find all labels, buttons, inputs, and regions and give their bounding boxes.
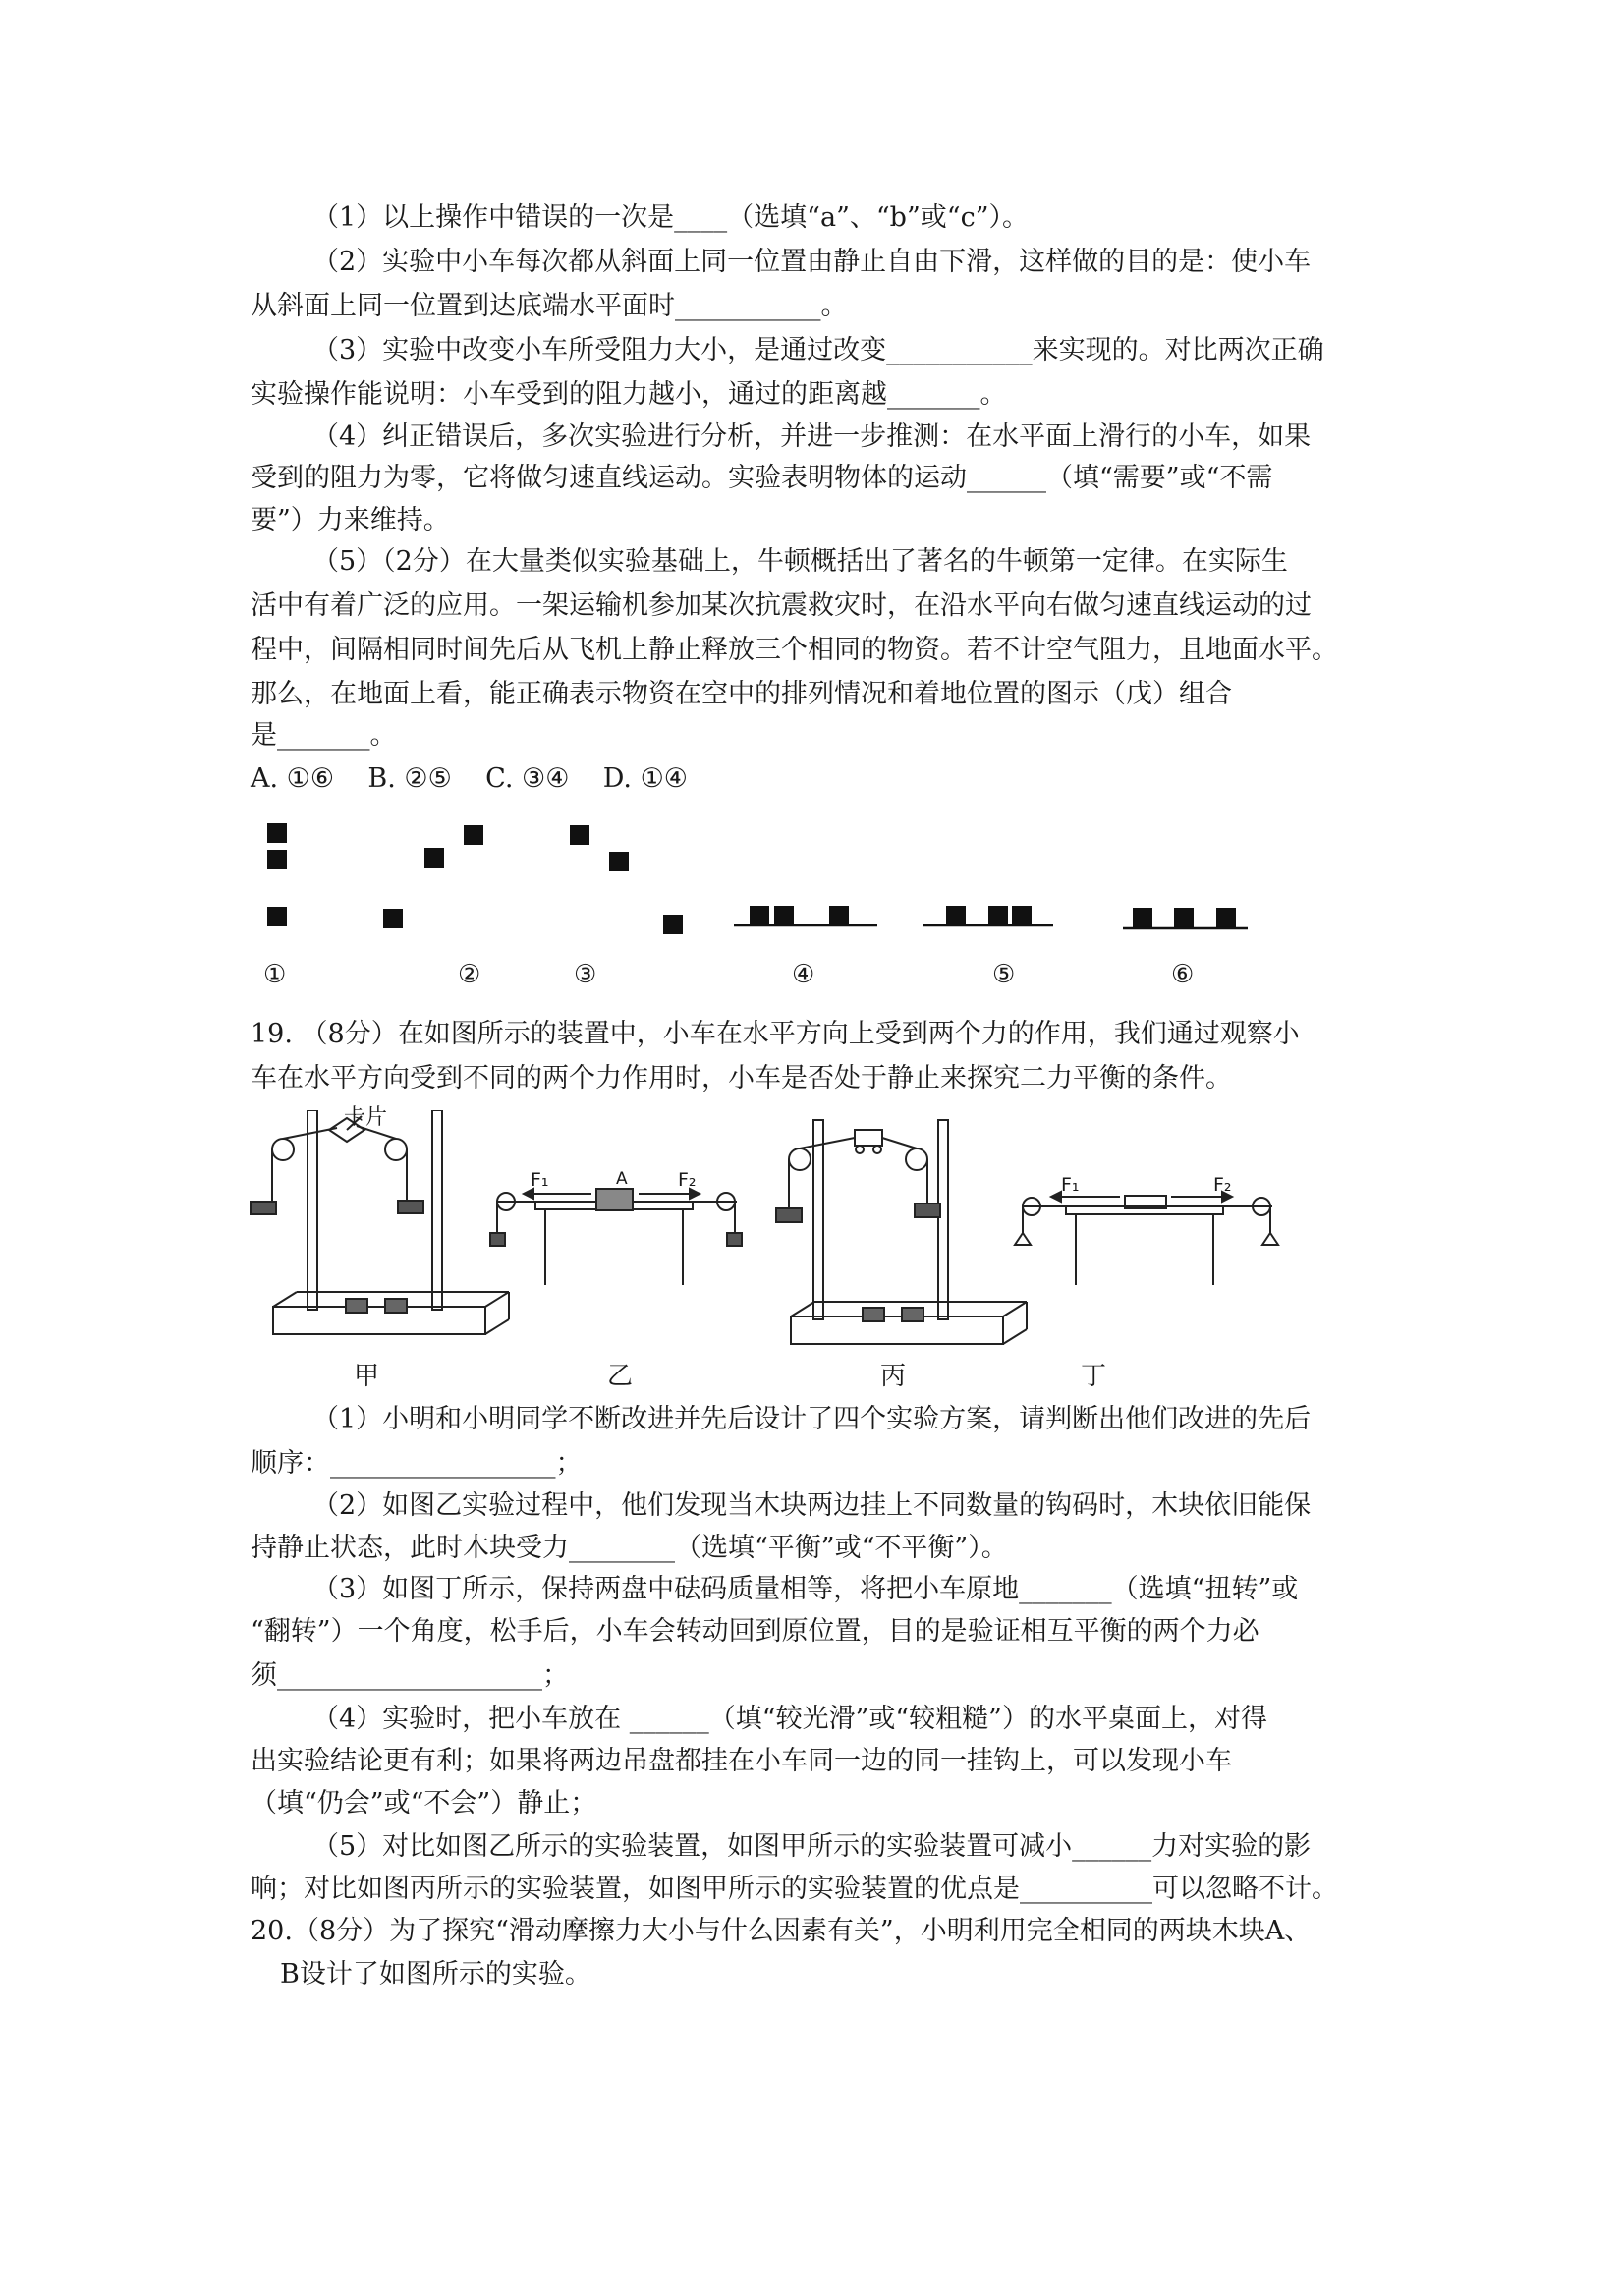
force-label-f2-yi: F₂ <box>678 1169 697 1191</box>
q19-part4-line3: （填“仍会”或“不会”）静止； <box>251 1788 597 1819</box>
drop-label-4: ④ <box>792 960 815 989</box>
q18-part3-line1: （3）实验中改变小车所受阻力大小，是通过改变___________来实现的。对比两次正确 <box>312 335 1324 365</box>
q19-part5-line1: （5）对比如图乙所示的实验装置，如图甲所示的实验装置可减小______力对实验的影 <box>312 1831 1312 1862</box>
drop-label-1: ① <box>263 960 287 989</box>
card-label: 卡片 <box>344 1105 388 1130</box>
caption-jia: 甲 <box>354 1362 380 1391</box>
drop-label-2: ② <box>458 960 481 989</box>
q19-part2-line1: （2）如图乙实验过程中，他们发现当木块两边挂上不同数量的钩码时，木块依旧能保 <box>312 1490 1312 1521</box>
q18-part4-line2: 受到的阻力为零，它将做匀速直线运动。实验表明物体的运动______（填“需要”或“不需 <box>251 463 1273 493</box>
q19-stem-line1: 19. （8分）在如图所示的装置中，小车在水平方向上受到两个力的作用，我们通过观察小 <box>251 1019 1300 1049</box>
force-label-f1-yi: F₁ <box>531 1169 549 1191</box>
q18-part5-line2: 活中有着广泛的应用。一架运输机参加某次抗震救灾时，在沿水平向右做匀速直线运动的过 <box>251 590 1312 621</box>
q18-part1: （1）以上操作中错误的一次是____（选填“a”、“b”或“c”）。 <box>312 202 1029 233</box>
q19-part1-line1: （1）小明和小明同学不断改进并先后设计了四个实验方案，请判断出他们改进的先后 <box>312 1404 1312 1434</box>
supply-drop-figure <box>246 811 1267 997</box>
q18-part4-line3: 要”）力来维持。 <box>251 505 450 535</box>
q19-part1-line2: 顺序：_________________； <box>251 1448 583 1479</box>
q18-part5-line5: 是_______。 <box>251 720 397 751</box>
q18-part4-line1: （4）纠正错误后，多次实验进行分析，并进一步推测：在水平面上滑行的小车，如果 <box>312 421 1312 452</box>
q18-options: A. ①⑥ B. ②⑤ C. ③④ D. ①④ <box>251 763 689 794</box>
q19-part3-line2: “翻转”）一个角度，松手后，小车会转动回到原位置，目的是验证相互平衡的两个力必 <box>251 1616 1259 1647</box>
q19-part2-line2: 持静止状态，此时木块受力________（选填“平衡”或“不平衡”）。 <box>251 1533 1008 1563</box>
balance-apparatus-figure <box>246 1105 1297 1395</box>
q18-part5-line1: （5）（2分）在大量类似实验基础上，牛顿概括出了著名的牛顿第一定律。在实际生 <box>312 546 1288 577</box>
force-label-f2-ding: F₂ <box>1213 1174 1232 1196</box>
q20-stem-line1: 20.（8分）为了探究“滑动摩擦力大小与什么因素有关”，小明利用完全相同的两块木块A、 <box>251 1916 1312 1946</box>
q19-part3-line3: 须____________________； <box>251 1660 569 1691</box>
q19-part4-line1: （4）实验时，把小车放在 ______（填“较光滑”或“较粗糙”）的水平桌面上，对得 <box>312 1704 1267 1734</box>
block-label: A <box>616 1169 628 1189</box>
q20-stem-line2: B设计了如图所示的实验。 <box>280 1959 591 1989</box>
drop-label-5: ⑤ <box>992 960 1016 989</box>
q18-part5-line4: 那么，在地面上看，能正确表示物资在空中的排列情况和着地位置的图示（戊）组合 <box>251 679 1232 709</box>
force-label-f1-ding: F₁ <box>1061 1174 1080 1196</box>
caption-bing: 丙 <box>880 1362 907 1391</box>
q19-stem-line2: 车在水平方向受到不同的两个力作用时，小车是否处于静止来探究二力平衡的条件。 <box>251 1063 1232 1093</box>
q18-part2-line2: 从斜面上同一位置到达底端水平面时___________。 <box>251 291 848 321</box>
q18-part2-line1: （2）实验中小车每次都从斜面上同一位置由静止自由下滑，这样做的目的是：使小车 <box>312 247 1312 277</box>
drop-label-6: ⑥ <box>1171 960 1195 989</box>
q18-part3-line2: 实验操作能说明：小车受到的阻力越小，通过的距离越_______。 <box>251 379 1007 410</box>
q19-part4-line2: 出实验结论更有利；如果将两边吊盘都挂在小车同一边的同一挂钩上，可以发现小车 <box>251 1746 1232 1776</box>
q19-part3-line1: （3）如图丁所示，保持两盘中砝码质量相等，将把小车原地_______（选填“扭转”或 <box>312 1574 1299 1604</box>
q19-part5-line2: 响；对比如图丙所示的实验装置，如图甲所示的实验装置的优点是__________可以忽略不计。 <box>251 1874 1338 1904</box>
q18-part5-line3: 程中，间隔相同时间先后从飞机上静止释放三个相同的物资。若不计空气阻力，且地面水平。 <box>251 635 1338 665</box>
drop-label-3: ③ <box>574 960 597 989</box>
caption-yi: 乙 <box>607 1362 634 1391</box>
caption-ding: 丁 <box>1081 1362 1107 1391</box>
